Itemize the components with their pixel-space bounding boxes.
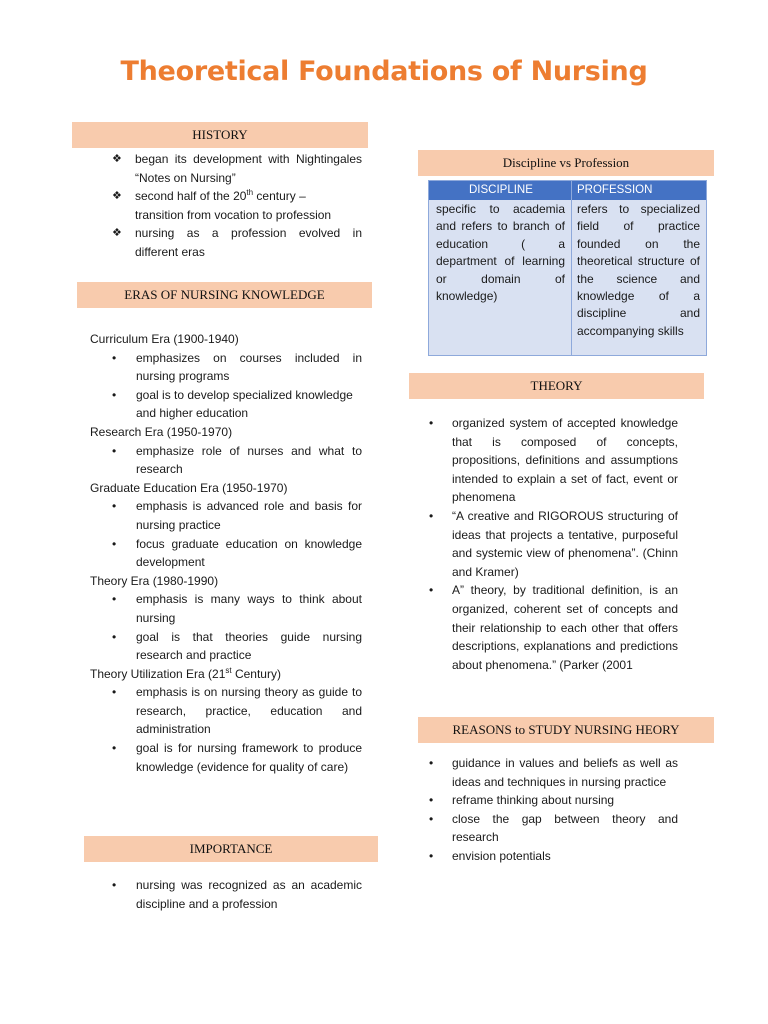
- importance-heading: IMPORTANCE: [84, 836, 378, 862]
- list-item: • emphasize role of nurses and what to research: [90, 442, 362, 479]
- list-item: • nursing was recognized as an academic discipline and a profession: [90, 876, 362, 913]
- list-item: • focus graduate education on knowledge development: [90, 535, 362, 572]
- list-item: • goal is for nursing framework to produce knowledge (evidence for quality of care): [90, 739, 362, 776]
- list-item: • emphasizes on courses included in nursing programs: [90, 349, 362, 386]
- history-item: ❖ nursing as a profession evolved in different eras: [110, 224, 362, 261]
- list-item: • reframe thinking about nursing: [410, 791, 678, 810]
- list-item: • close the gap between theory and research: [410, 810, 678, 847]
- history-heading: HISTORY: [72, 122, 368, 148]
- eras-heading: ERAS OF NURSING KNOWLEDGE: [77, 282, 372, 308]
- era-title: Research Era (1950-1970): [90, 424, 233, 439]
- list-item: • goal is to develop specialized knowledge: [90, 386, 362, 405]
- era-title: Graduate Education Era (1950-1970): [90, 480, 288, 495]
- list-item: • A” theory, by traditional definition, is an organized, coherent set of concepts and their relationship to each other that offers descriptions, explanations and predictions about phenomena.” (Parker (2001: [410, 581, 678, 674]
- column-divider: [571, 181, 572, 355]
- theory-heading: THEORY: [409, 373, 704, 399]
- era-title: Curriculum Era (1900-1940): [90, 332, 239, 346]
- history-item: ❖ began its development with Nightingales “Notes on Nursing”: [110, 150, 362, 187]
- reasons-heading: REASONS to STUDY NURSING HEORY: [418, 717, 714, 743]
- profession-cell: refers to specialized field of practice founded on the theoretical structure of the science and knowledge of a discipline and accompanying skills: [577, 202, 700, 338]
- list-item: • organized system of accepted knowledge that is composed of concepts, propositions, definitions and assumptions intended to explain a set of fact, event or phenomena: [410, 414, 678, 507]
- eras-section: [90, 330, 362, 776]
- reasons-section: [410, 754, 678, 866]
- list-item: • emphasis is on nursing theory as guide to research, practice, education and administration: [90, 683, 362, 739]
- importance-section: [90, 876, 362, 913]
- list-item: • envision potentials: [410, 847, 678, 866]
- era-title: Theory Era (1980-1990): [90, 573, 219, 588]
- list-item: • “A creative and RIGOROUS structuring of ideas that projects a tentative, purposeful and systemic view of phenomena”. (Chinn and Kramer): [410, 507, 678, 581]
- history-section: [110, 150, 362, 262]
- era-title: Theory Utilization Era (21st Century): [90, 665, 281, 681]
- era-extra-text: and higher education: [136, 406, 249, 421]
- list-item: • emphasis is many ways to think about nursing: [90, 590, 362, 627]
- history-item: ❖ second half of the 20th century – transition from vocation to profession: [110, 187, 362, 224]
- list-item: • guidance in values and beliefs as well as ideas and techniques in nursing practice: [410, 754, 678, 791]
- profession-column-header: PROFESSION: [572, 181, 706, 200]
- discipline-profession-table: [428, 180, 707, 356]
- discipline-vs-profession-heading: Discipline vs Profession: [418, 150, 714, 176]
- page-title: Theoretical Foundations of Nursing: [120, 56, 648, 87]
- discipline-column-header: DISCIPLINE: [429, 181, 571, 200]
- theory-section: [410, 414, 678, 674]
- list-item: • goal is that theories guide nursing research and practice: [90, 628, 362, 665]
- discipline-cell: specific to academia and refers to branch of education ( a department of learning or domain of knowledge): [436, 202, 565, 304]
- list-item: • emphasis is advanced role and basis for nursing practice: [90, 497, 362, 534]
